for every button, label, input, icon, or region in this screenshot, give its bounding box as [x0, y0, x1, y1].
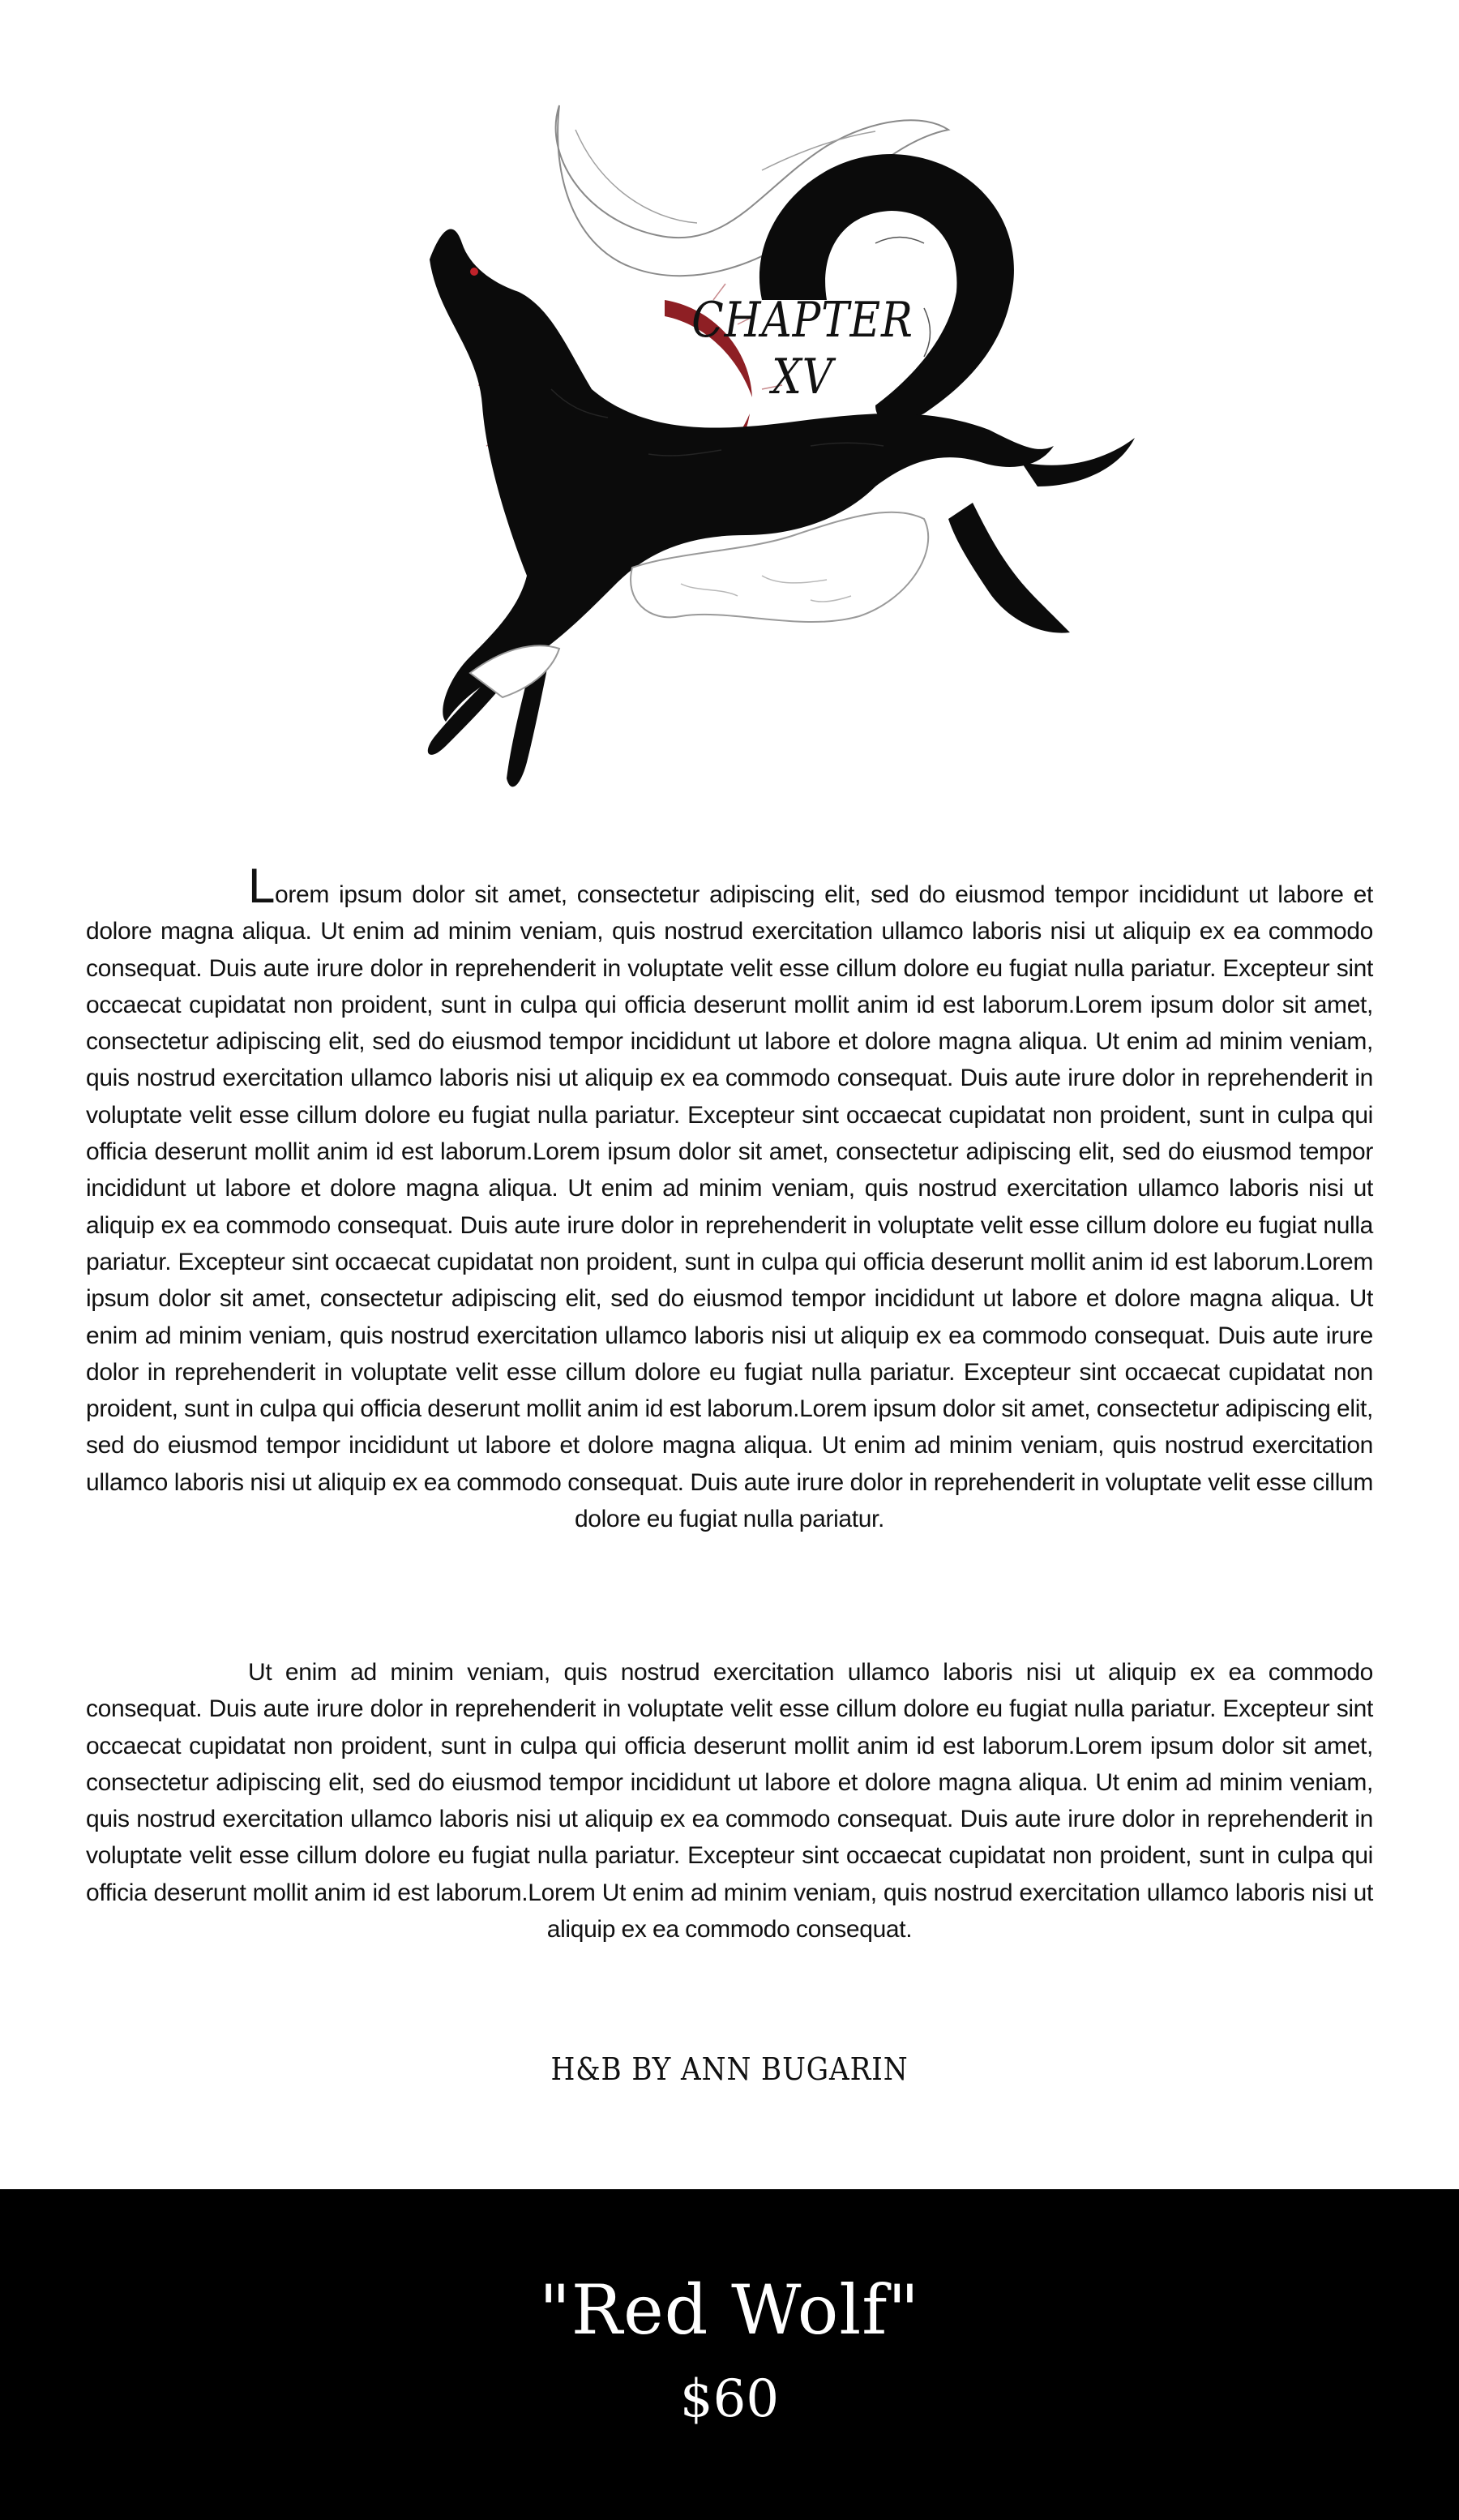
hind-leg-icon: [948, 503, 1070, 633]
paragraph-2-text: Ut enim ad minim veniam, quis nostrud exercitation ullamco laboris nisi ut aliquip ex ea commodo consequat. Duis aute irure dolor in reprehenderit in voluptate velit esse cillum dolore eu fugiat nulla pariatur. Excepteur sint occaecat cupidatat non proident, sunt in culpa qui officia deserunt mollit anim id est laborum.Lorem ipsum dolor sit amet, consectetur adipiscing elit, sed do eiusmod tempor incididunt ut labore et dolore magna aliqua. Ut enim ad minim veniam, quis nostrud exercitation ullamco laboris nisi ut aliquip ex ea commodo consequat. Duis aute irure dolor in reprehenderit in voluptate velit esse cillum dolore eu fugiat nulla pariatur. Excepteur sint occaecat cupidatat non proident, sunt in culpa qui officia deserunt mollit anim id est laborum.Lorem Ut enim ad minim veniam, quis nostrud exercitation ullamco laboris nisi ut aliquip ex ea commodo consequat.: [86, 1659, 1373, 1944]
body-paragraph-2: [86, 1654, 1373, 1948]
body-paragraph-1: [86, 859, 1373, 1537]
author-credit: H&B BY ANN BUGARIN: [550, 2051, 909, 2087]
drop-cap: L: [248, 859, 276, 913]
wolf-eye-icon: [470, 268, 478, 276]
chapter-title: CHAPTER XV: [691, 292, 913, 405]
wolf-moon-illustration: [308, 81, 1151, 811]
artwork-title: "Red Wolf": [539, 2270, 920, 2350]
artwork-footer: [0, 2189, 1459, 2520]
artwork-price: $60: [679, 2369, 780, 2429]
paragraph-1-text: orem ipsum dolor sit amet, consectetur adipiscing elit, sed do eiusmod tempor incididunt ut labore et dolore magna aliqua. Ut enim ad minim veniam, quis nostrud exercitation ullamco laboris nisi ut aliquip ex ea commodo consequat. Duis aute irure dolor in reprehenderit in voluptate velit esse cillum dolore eu fugiat nulla pariatur. Excepteur sint occaecat cupidatat non proident, sunt in culpa qui officia deserunt mollit anim id est laborum.Lorem ipsum dolor sit amet, consectetur adipiscing elit, sed do eiusmod tempor incididunt ut labore et dolore magna aliqua. Ut enim ad minim veniam, quis nostrud exercitation ullamco laboris nisi ut aliquip ex ea commodo consequat. Duis aute irure dolor in reprehenderit in voluptate velit esse cillum dolore eu fugiat nulla pariatur. Excepteur sint occaecat cupidatat non proident, sunt in culpa qui officia deserunt mollit anim id est laborum.Lorem ipsum dolor sit amet, consectetur adipiscing elit, sed do eiusmod tempor incididunt ut labore et dolore magna aliqua. Ut enim ad minim veniam, quis nostrud exercitation ullamco laboris nisi ut aliquip ex ea commodo consequat. Duis aute irure dolor in reprehenderit in voluptate velit esse cillum dolore eu fugiat nulla pariatur. Excepteur sint occaecat cupidatat non proident, sunt in culpa qui officia deserunt mollit anim id est laborum.Lorem ipsum dolor sit amet, consectetur adipiscing elit, sed do eiusmod tempor incididunt ut labore et dolore magna aliqua. Ut enim ad minim veniam, quis nostrud exercitation ullamco laboris nisi ut aliquip ex ea commodo consequat. Duis aute irure dolor in reprehenderit in voluptate velit esse cillum dolore eu fugiat nulla pariatur. Excepteur sint occaecat cupidatat non proident, sunt in culpa qui officia deserunt mollit anim id est laborum.Lorem ipsum dolor sit amet, consectetur adipiscing elit, sed do eiusmod tempor incididunt ut labore et dolore magna aliqua. Ut enim ad minim veniam, quis nostrud exercitation ullamco laboris nisi ut aliquip ex ea commodo consequat. Duis aute irure dolor in reprehenderit in voluptate velit esse cillum dolore eu fugiat nulla pariatur.: [86, 881, 1373, 1533]
